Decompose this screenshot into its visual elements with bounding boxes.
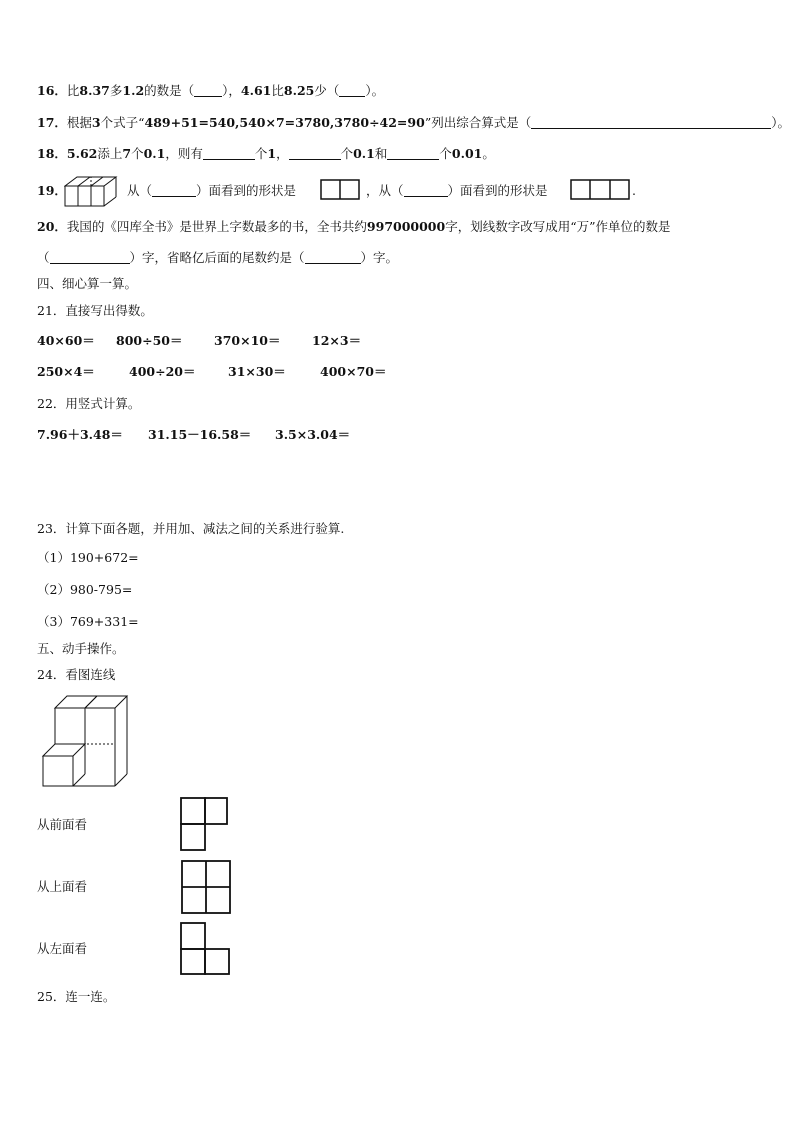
q21-item: 800÷50＝	[116, 333, 183, 348]
answer-blank[interactable]	[387, 147, 439, 160]
answer-blank[interactable]	[50, 251, 130, 264]
q22-item: 7.96＋3.48＝	[37, 427, 123, 442]
q22-item: 31.15－16.58＝	[148, 427, 252, 442]
view-label-top: 从上面看	[37, 879, 88, 894]
answer-blank[interactable]	[404, 184, 448, 197]
view-shape-l-left[interactable]	[180, 922, 232, 978]
question-20-line-2: （ ）字，省略亿后面的尾数约是（ ）字。	[37, 250, 399, 265]
q21-item: 40×60＝	[37, 333, 95, 348]
q21-item: 31×30＝	[228, 364, 286, 379]
section-4-heading: 四、细心算一算。	[37, 276, 138, 291]
cube-structure-figure	[40, 694, 130, 790]
view-label-left: 从左面看	[37, 941, 88, 956]
answer-blank[interactable]	[339, 84, 365, 97]
view-shape-l-front[interactable]	[180, 797, 230, 853]
question-number: 16．	[37, 83, 67, 98]
q23-item-2: （2）980-795=	[37, 582, 133, 597]
view-label-front: 从前面看	[37, 817, 88, 832]
q21-item: 370×10＝	[214, 333, 281, 348]
question-19-text: 从（ ）面看到的形状是	[127, 183, 297, 198]
question-17: 17．根据3个式子“489+51=540,540×7=3780,3780÷42=90”列出综合算式是（ ）。	[37, 115, 790, 130]
view-shape-square-top[interactable]	[181, 860, 233, 916]
q23-item-3: （3）769+331=	[37, 614, 139, 629]
question-22-title: 22．用竖式计算。	[37, 396, 141, 411]
question-19-text-2: ，从（ ）面看到的形状是	[366, 183, 548, 198]
q21-item: 250×4＝	[37, 364, 95, 379]
answer-blank[interactable]	[203, 147, 255, 160]
answer-blank[interactable]	[305, 251, 361, 264]
question-19-number: 19．	[37, 183, 67, 198]
question-21-title: 21．直接写出得数。	[37, 303, 153, 318]
three-square-view-shape	[570, 179, 632, 201]
answer-blank[interactable]	[289, 147, 341, 160]
question-number: 20．	[37, 219, 67, 234]
two-square-view-shape	[320, 179, 362, 201]
question-number: 17．	[37, 115, 67, 130]
q22-item: 3.5×3.04＝	[275, 427, 351, 442]
question-20-line-1: 20．我国的《四库全书》是世界上字数最多的书，全书共约997000000字，划线数字改写成用“万”作单位的数是	[37, 219, 671, 234]
question-23-title: 23．计算下面各题，并用加、减法之间的关系进行验算.	[37, 521, 345, 536]
question-24-title: 24．看图连线	[37, 667, 116, 682]
answer-blank[interactable]	[531, 116, 771, 129]
answer-blank[interactable]	[152, 184, 196, 197]
question-number: 18．	[37, 146, 67, 161]
equation-text: 489+51=540,540×7=3780,3780÷42=90	[144, 115, 425, 130]
q23-item-1: （1）190+672=	[37, 550, 139, 565]
question-18: 18．5.62添上7个0.1，则有 个1， 个0.1和 个0.01。	[37, 146, 495, 161]
q21-item: 400×70＝	[320, 364, 387, 379]
q21-item: 400÷20＝	[129, 364, 196, 379]
question-16: 16．比8.37多1.2的数是（ ），4.61比8.25少（ ）。	[37, 83, 385, 98]
cube-stack-figure	[64, 173, 128, 207]
section-5-heading: 五、动手操作。	[37, 641, 125, 656]
question-25-title: 25．连一连。	[37, 989, 116, 1004]
question-19-end: .	[632, 183, 636, 198]
answer-blank[interactable]	[194, 84, 222, 97]
q21-item: 12×3＝	[312, 333, 362, 348]
